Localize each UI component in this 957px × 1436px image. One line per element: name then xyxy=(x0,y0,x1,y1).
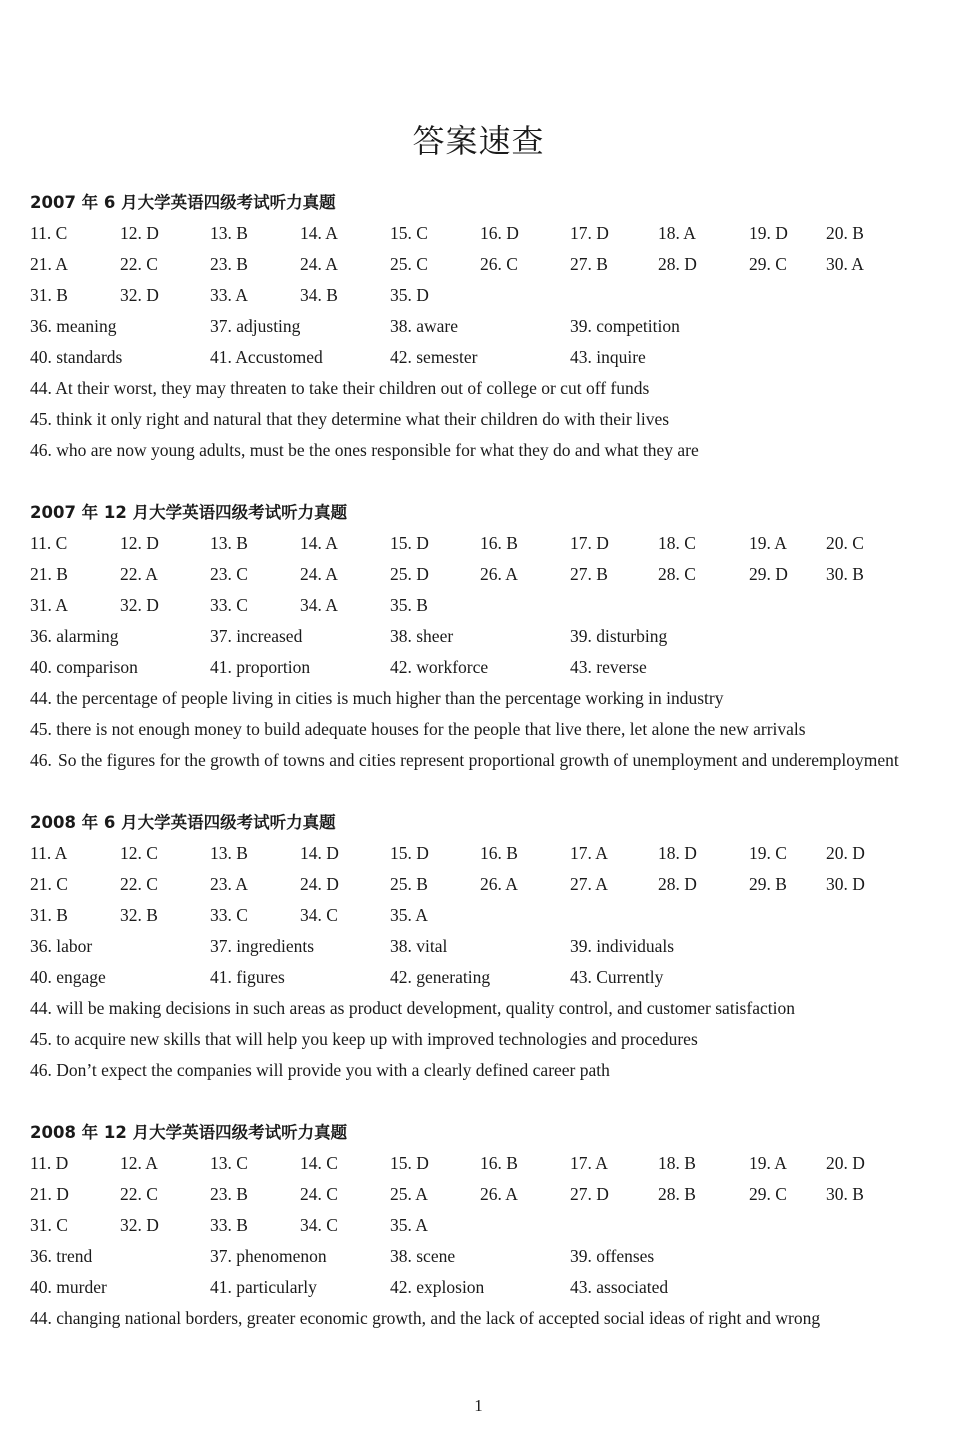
answer: 25. D xyxy=(390,564,429,584)
answer: 19. C xyxy=(749,843,787,863)
answer: 22. C xyxy=(120,874,158,894)
answer: 30. B xyxy=(826,564,864,584)
answer: 16. B xyxy=(480,533,518,553)
word-answer: 37. ingredients xyxy=(210,936,315,956)
answer: 14. C xyxy=(300,1153,338,1173)
sentence-answer: 44. the percentage of people living in cities is much higher than the percentage working in industry xyxy=(30,688,724,708)
word-answer: 39. individuals xyxy=(570,936,675,956)
choice-row xyxy=(30,528,923,559)
answer: 32. D xyxy=(120,595,159,615)
word-answer: 43. reverse xyxy=(570,657,647,677)
answer: 17. D xyxy=(570,533,609,553)
word-answer: 40. murder xyxy=(30,1277,107,1297)
word-answer: 38. aware xyxy=(390,316,459,336)
answer: 35. B xyxy=(390,595,428,615)
answer: 21. B xyxy=(30,564,68,584)
word-answer: 41. figures xyxy=(210,967,285,987)
answer: 20. B xyxy=(826,223,864,243)
answer: 21. D xyxy=(30,1184,69,1204)
word-answer: 42. semester xyxy=(390,347,478,367)
answer: 20. D xyxy=(826,843,865,863)
answer: 28. B xyxy=(658,1184,696,1204)
choice-row xyxy=(30,869,923,900)
answer: 11. C xyxy=(30,533,68,553)
answer: 30. D xyxy=(826,874,865,894)
sentence-answer: 44. changing national borders, greater economic growth, and the lack of accepted social ideas of right and wrong xyxy=(30,1308,821,1328)
word-answer: 39. offenses xyxy=(570,1246,655,1266)
answer: 30. A xyxy=(826,254,864,274)
answer: 35. A xyxy=(390,1215,428,1235)
answer: 17. A xyxy=(570,1153,608,1173)
choice-row xyxy=(30,249,923,280)
word-answer: 38. vital xyxy=(390,936,448,956)
choice-row xyxy=(30,1179,923,1210)
word-answer: 38. sheer xyxy=(390,626,454,646)
answer: 28. D xyxy=(658,874,697,894)
answer: 32. B xyxy=(120,905,158,925)
answer: 29. B xyxy=(749,874,787,894)
word-answer: 42. generating xyxy=(390,967,491,987)
answer: 26. C xyxy=(480,254,518,274)
answer: 15. D xyxy=(390,1153,429,1173)
answer: 30. B xyxy=(826,1184,864,1204)
choice-row xyxy=(30,1210,923,1241)
word-answer: 37. adjusting xyxy=(210,316,301,336)
word-row xyxy=(30,311,923,342)
word-answer: 40. comparison xyxy=(30,657,138,677)
answer: 13. B xyxy=(210,843,248,863)
answer: 19. A xyxy=(749,533,787,553)
answer: 17. D xyxy=(570,223,609,243)
answer: 22. C xyxy=(120,1184,158,1204)
answer: 26. A xyxy=(480,564,518,584)
answer: 33. C xyxy=(210,595,248,615)
page-title: 答案速查 xyxy=(412,122,545,160)
answer: 31. B xyxy=(30,905,68,925)
word-row xyxy=(30,1241,923,1272)
answer: 27. B xyxy=(570,564,608,584)
answer: 29. D xyxy=(749,564,788,584)
section-2007-june xyxy=(30,187,923,466)
sentence-answer: 45. there is not enough money to build adequate houses for the people that live there, let alone the new arrivals xyxy=(30,719,806,739)
answer: 23. B xyxy=(210,254,248,274)
sentence-answer: 44. will be making decisions in such areas as product development, quality control, and customer satisfaction xyxy=(30,998,795,1018)
choice-row xyxy=(30,838,923,869)
answer: 13. B xyxy=(210,223,248,243)
answer: 33. B xyxy=(210,1215,248,1235)
answer: 28. C xyxy=(658,564,696,584)
answer: 34. A xyxy=(300,595,338,615)
sentence-answer: 45. to acquire new skills that will help you keep up with improved technologies and procedures xyxy=(30,1029,698,1049)
answer: 24. A xyxy=(300,564,338,584)
choice-row xyxy=(30,590,923,621)
word-answer: 37. phenomenon xyxy=(210,1246,327,1266)
section-2008-december xyxy=(30,1117,923,1334)
answer: 19. D xyxy=(749,223,788,243)
answer: 34. C xyxy=(300,1215,338,1235)
sentence-answer: 44. At their worst, they may threaten to take their children out of college or cut off funds xyxy=(30,378,650,398)
answer: 21. A xyxy=(30,254,68,274)
answer: 11. A xyxy=(30,843,68,863)
answer: 27. D xyxy=(570,1184,609,1204)
answer: 24. A xyxy=(300,254,338,274)
sentence-number: 46. xyxy=(30,750,52,770)
sentence-answer: 46. who are now young adults, must be the ones responsible for what they do and what they are xyxy=(30,440,699,460)
answer: 14. A xyxy=(300,533,338,553)
answer: 16. D xyxy=(480,223,519,243)
answer: 24. C xyxy=(300,1184,338,1204)
answer: 25. A xyxy=(390,1184,428,1204)
word-answer: 42. workforce xyxy=(390,657,489,677)
section-2008-june xyxy=(30,807,923,1086)
word-answer: 37. increased xyxy=(210,626,303,646)
answer: 12. D xyxy=(120,223,159,243)
word-answer: 43. inquire xyxy=(570,347,646,367)
section-heading: 2007 年 6 月大学英语四级考试听力真题 xyxy=(30,193,336,212)
answer: 12. C xyxy=(120,843,158,863)
answer: 31. B xyxy=(30,285,68,305)
answer: 14. D xyxy=(300,843,339,863)
answer: 23. C xyxy=(210,564,248,584)
answer: 35. D xyxy=(390,285,429,305)
answer: 33. C xyxy=(210,905,248,925)
answer: 21. C xyxy=(30,874,68,894)
section-2007-december xyxy=(30,497,923,776)
word-answer: 41. Accustomed xyxy=(210,347,323,367)
answer: 24. D xyxy=(300,874,339,894)
answer: 16. B xyxy=(480,1153,518,1173)
word-row xyxy=(30,962,923,993)
word-answer: 39. competition xyxy=(570,316,680,336)
choice-row xyxy=(30,1148,923,1179)
page-number: 1 xyxy=(474,1396,483,1415)
answer: 18. B xyxy=(658,1153,696,1173)
answer: 34. B xyxy=(300,285,338,305)
word-answer: 39. disturbing xyxy=(570,626,668,646)
answer: 34. C xyxy=(300,905,338,925)
answer: 18. A xyxy=(658,223,696,243)
answer: 11. C xyxy=(30,223,68,243)
answer: 19. A xyxy=(749,1153,787,1173)
answer: 27. B xyxy=(570,254,608,274)
answer: 26. A xyxy=(480,1184,518,1204)
answer: 15. D xyxy=(390,533,429,553)
answer: 32. D xyxy=(120,1215,159,1235)
word-answer: 41. particularly xyxy=(210,1277,317,1297)
answer: 12. D xyxy=(120,533,159,553)
answer: 16. B xyxy=(480,843,518,863)
word-answer: 40. standards xyxy=(30,347,123,367)
answer: 18. D xyxy=(658,843,697,863)
answer: 32. D xyxy=(120,285,159,305)
word-row xyxy=(30,1272,923,1303)
sentence-answer: 45. think it only right and natural that they determine what their children do with their lives xyxy=(30,409,670,429)
answer: 35. A xyxy=(390,905,428,925)
word-answer: 36. trend xyxy=(30,1246,93,1266)
answer: 15. C xyxy=(390,223,428,243)
answer: 13. B xyxy=(210,533,248,553)
word-answer: 41. proportion xyxy=(210,657,311,677)
answer: 23. B xyxy=(210,1184,248,1204)
answer: 26. A xyxy=(480,874,518,894)
word-answer: 40. engage xyxy=(30,967,106,987)
word-answer: 42. explosion xyxy=(390,1277,485,1297)
answer: 31. C xyxy=(30,1215,68,1235)
answer: 17. A xyxy=(570,843,608,863)
answer-content xyxy=(30,187,923,1365)
answer: 23. A xyxy=(210,874,248,894)
sentence-answer: 46. Don’t expect the companies will provide you with a clearly defined career path xyxy=(30,1060,610,1080)
answer: 22. C xyxy=(120,254,158,274)
answer: 33. A xyxy=(210,285,248,305)
answer: 20. C xyxy=(826,533,864,553)
choice-row xyxy=(30,559,923,590)
word-answer: 36. meaning xyxy=(30,316,117,336)
choice-row xyxy=(30,900,923,931)
answer: 25. B xyxy=(390,874,428,894)
answer: 25. C xyxy=(390,254,428,274)
choice-row xyxy=(30,218,923,249)
word-row xyxy=(30,652,923,683)
answer: 29. C xyxy=(749,1184,787,1204)
word-answer: 36. alarming xyxy=(30,626,119,646)
answer: 31. A xyxy=(30,595,68,615)
word-row xyxy=(30,931,923,962)
answer: 11. D xyxy=(30,1153,69,1173)
word-answer: 43. associated xyxy=(570,1277,669,1297)
answer: 27. A xyxy=(570,874,608,894)
answer: 18. C xyxy=(658,533,696,553)
section-heading: 2007 年 12 月大学英语四级考试听力真题 xyxy=(30,503,348,522)
word-row xyxy=(30,342,923,373)
answer: 22. A xyxy=(120,564,158,584)
answer: 12. A xyxy=(120,1153,158,1173)
section-heading: 2008 年 12 月大学英语四级考试听力真题 xyxy=(30,1123,348,1142)
answer: 20. D xyxy=(826,1153,865,1173)
word-row xyxy=(30,621,923,652)
word-answer: 36. labor xyxy=(30,936,93,956)
answer: 15. D xyxy=(390,843,429,863)
sentence-text: So the figures for the growth of towns and cities represent proportional growth of unemployment and underemployment xyxy=(58,750,899,770)
word-answer: 38. scene xyxy=(390,1246,456,1266)
answer: 14. A xyxy=(300,223,338,243)
word-answer: 43. Currently xyxy=(570,967,664,987)
answer: 28. D xyxy=(658,254,697,274)
section-heading: 2008 年 6 月大学英语四级考试听力真题 xyxy=(30,813,336,832)
answer: 13. C xyxy=(210,1153,248,1173)
choice-row xyxy=(30,280,923,311)
answer: 29. C xyxy=(749,254,787,274)
sentence-answer-long xyxy=(30,745,923,776)
